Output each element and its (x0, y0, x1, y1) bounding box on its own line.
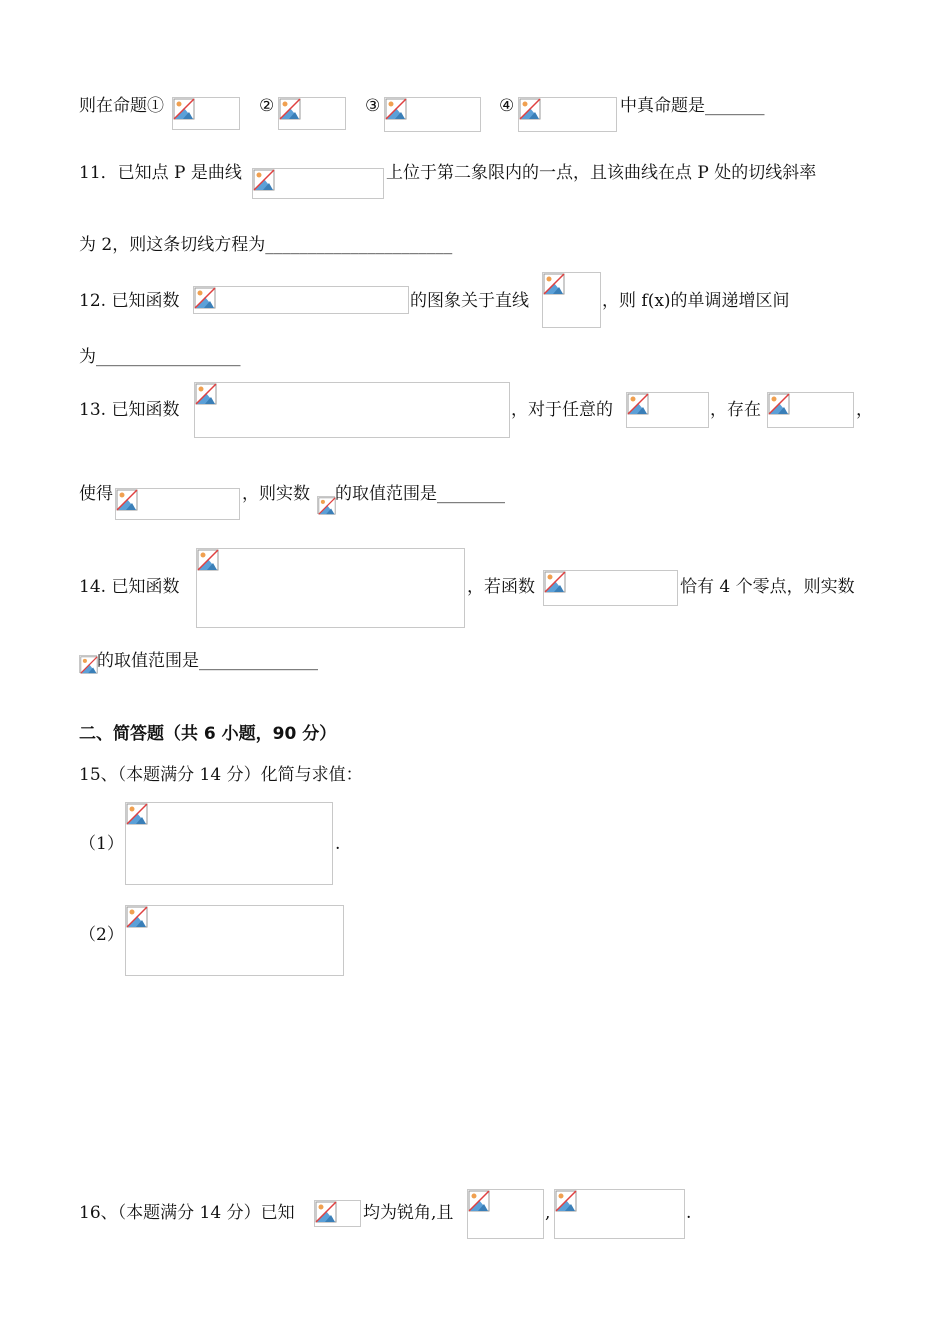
q13-part3: ，存在 (710, 400, 761, 420)
broken-image-icon (173, 98, 195, 120)
q14-line2: 的取值范围是______________ (97, 651, 318, 671)
q11-part1: 11．已知点 P 是曲线 (79, 163, 242, 183)
broken-image-icon (80, 656, 98, 674)
q12-line2: 为_________________ (79, 347, 241, 367)
broken-image-icon (318, 497, 336, 515)
q13-line2c: 的取值范围是________ (335, 484, 505, 504)
q11-part2: 上位于第二象限内的一点，且该曲线在点 P 处的切线斜率 (386, 163, 817, 183)
formula-image-15 (79, 655, 97, 673)
q12-part3: ，则 f(x)的单调递增区间 (602, 291, 790, 311)
formula-image-8 (194, 382, 510, 438)
broken-image-icon (197, 549, 219, 571)
broken-image-icon (543, 273, 565, 295)
q13-part2: ，对于任意的 (511, 400, 613, 420)
q10-prefix: 则在命题① (79, 96, 164, 116)
broken-image-icon (126, 906, 148, 928)
q11-line2: 为 2，则这条切线方程为______________________ (79, 235, 453, 255)
broken-image-icon (544, 571, 566, 593)
broken-image-icon (126, 803, 148, 825)
section-heading: 二、简答题（共 6 小题，90 分） (79, 724, 337, 744)
q16-part2: 均为锐角,且 (363, 1203, 454, 1223)
q12-part2: 的图象关于直线 (410, 291, 529, 311)
q10-suffix: 中真命题是_______ (620, 96, 765, 116)
broken-image-icon (315, 1201, 337, 1223)
q13-line2b: ，则实数 (242, 484, 310, 504)
q14-part3: 恰有 4 个零点，则实数 (680, 577, 855, 597)
formula-image-11 (115, 488, 240, 520)
broken-image-icon (116, 489, 138, 511)
formula-image-10 (767, 392, 854, 428)
broken-image-icon (519, 98, 541, 120)
q14-part2: ，若函数 (467, 577, 535, 597)
broken-image-icon (468, 1190, 490, 1212)
broken-image-icon (194, 287, 216, 309)
broken-image-icon (768, 393, 790, 415)
formula-image-17 (125, 905, 344, 976)
broken-image-icon (195, 383, 217, 405)
q15-title: 15、（本题满分 14 分）化简与求值： (79, 765, 363, 785)
formula-image-18 (314, 1200, 361, 1227)
broken-image-icon (627, 393, 649, 415)
q10-c3-label: ③ (365, 96, 381, 116)
formula-image-16 (125, 802, 333, 885)
formula-image-2 (278, 97, 346, 130)
q13-line2a: 使得 (79, 484, 113, 504)
formula-image-13 (196, 548, 465, 628)
formula-image-4 (518, 97, 617, 132)
formula-image-20 (554, 1189, 685, 1239)
q10-c2-label: ② (259, 96, 275, 116)
q16-part1: 16、（本题满分 14 分）已知 (79, 1203, 295, 1223)
q13-part1: 13. 已知函数 (79, 400, 180, 420)
q16-end: . (686, 1203, 692, 1223)
formula-image-1 (172, 97, 240, 130)
formula-image-3 (384, 97, 481, 132)
q15-item1-end: . (335, 834, 341, 854)
q15-item1-label: （1） (79, 834, 124, 854)
broken-image-icon (555, 1190, 577, 1212)
q16-sep: , (545, 1203, 551, 1223)
formula-image-12 (317, 496, 335, 514)
formula-image-14 (543, 570, 678, 606)
q15-item2-label: （2） (79, 925, 124, 945)
q12-part1: 12. 已知函数 (79, 291, 180, 311)
broken-image-icon (385, 98, 407, 120)
q10-c4-label: ④ (499, 96, 515, 116)
q13-part4: ， (856, 400, 873, 420)
formula-image-19 (467, 1189, 544, 1239)
q14-part1: 14. 已知函数 (79, 577, 180, 597)
formula-image-6 (193, 286, 409, 314)
formula-image-7 (542, 272, 601, 328)
formula-image-5 (252, 168, 384, 199)
broken-image-icon (279, 98, 301, 120)
broken-image-icon (253, 169, 275, 191)
formula-image-9 (626, 392, 709, 428)
